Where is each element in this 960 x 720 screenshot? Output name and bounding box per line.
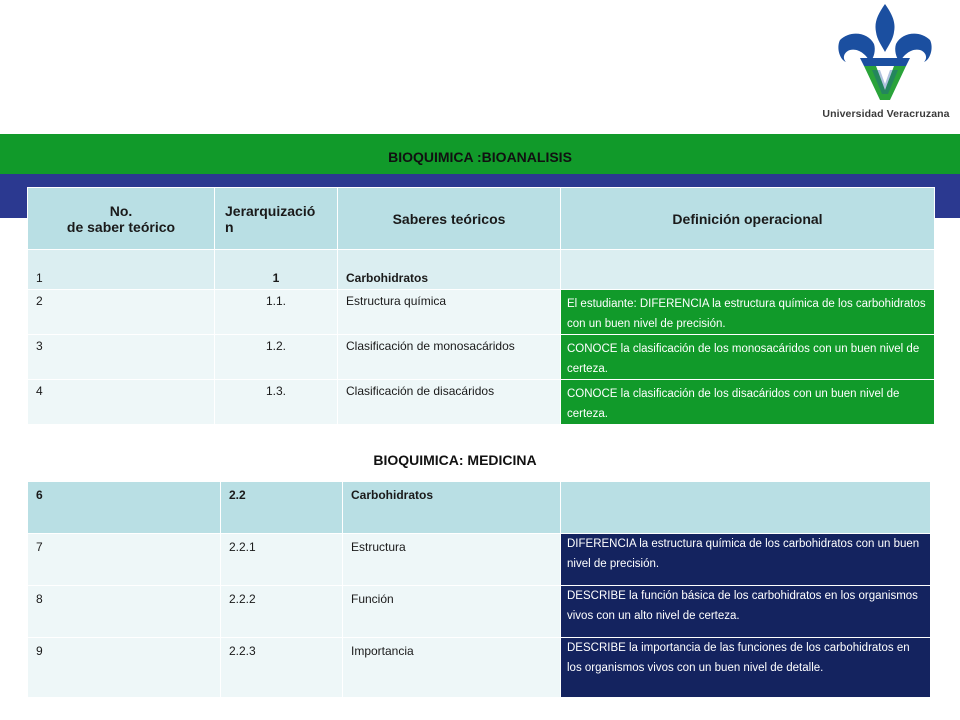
cell-jer: 2.2.3 bbox=[221, 638, 343, 698]
cell-jer: 1 bbox=[215, 250, 338, 290]
cell-def: CONOCE la clasificación de los monosacáridos con un buen nivel de certeza. bbox=[561, 335, 935, 380]
cell-no: 6 bbox=[28, 482, 221, 534]
cell-def: DESCRIBE la importancia de las funciones de los carbohidratos en los organismos vivos con un buen nivel de detalle. bbox=[561, 638, 931, 698]
header-jerarquizacion: Jerarquizació n bbox=[215, 188, 338, 250]
table-row bbox=[28, 482, 931, 534]
cell-jer: 1.3. bbox=[215, 380, 338, 425]
section2-title: BIOQUIMICA: MEDICINA bbox=[373, 452, 537, 468]
table-row bbox=[28, 534, 931, 586]
table-row bbox=[28, 335, 935, 380]
section1-title: BIOQUIMICA :BIOANALISIS bbox=[388, 149, 572, 165]
table-row bbox=[28, 638, 931, 698]
table-row bbox=[28, 290, 935, 335]
cell-jer: 2.2 bbox=[221, 482, 343, 534]
header-saberes: Saberes teóricos bbox=[338, 188, 561, 250]
cell-jer: 2.2.1 bbox=[221, 534, 343, 586]
cell-def: DESCRIBE la función básica de los carbohidratos en los organismos vivos con un alto nivel de certeza. bbox=[561, 586, 931, 638]
bioanalisis-table bbox=[27, 187, 935, 425]
cell-jer: 1.1. bbox=[215, 290, 338, 335]
cell-no: 7 bbox=[28, 534, 221, 586]
cell-def: CONOCE la clasificación de los disacáridos con un buen nivel de certeza. bbox=[561, 380, 935, 425]
cell-no: 4 bbox=[28, 380, 215, 425]
table-row bbox=[28, 380, 935, 425]
cell-saber: Estructura química bbox=[338, 290, 561, 335]
cell-saber: Clasificación de monosacáridos bbox=[338, 335, 561, 380]
cell-saber: Clasificación de disacáridos bbox=[338, 380, 561, 425]
logo-text: Universidad Veracruzana bbox=[822, 108, 950, 120]
cell-jer: 1.2. bbox=[215, 335, 338, 380]
table-row bbox=[28, 250, 935, 290]
header-no: No. de saber teórico bbox=[28, 188, 215, 250]
table-row bbox=[28, 586, 931, 638]
cell-def: DIFERENCIA la estructura química de los carbohidratos con un buen nivel de precisión. bbox=[561, 534, 931, 586]
medicina-table bbox=[27, 481, 931, 698]
cell-saber: Función bbox=[343, 586, 561, 638]
cell-saber: Carbohidratos bbox=[343, 482, 561, 534]
cell-saber: Importancia bbox=[343, 638, 561, 698]
cell-no: 9 bbox=[28, 638, 221, 698]
cell-no: 8 bbox=[28, 586, 221, 638]
cell-no: 1 bbox=[28, 250, 215, 290]
cell-no: 3 bbox=[28, 335, 215, 380]
cell-saber: Estructura bbox=[343, 534, 561, 586]
cell-saber: Carbohidratos bbox=[338, 250, 561, 290]
cell-def bbox=[561, 482, 931, 534]
cell-jer: 2.2.2 bbox=[221, 586, 343, 638]
header-definicion: Definición operacional bbox=[561, 188, 935, 250]
cell-def: El estudiante: DIFERENCIA la estructura química de los carbohidratos con un buen nivel de precisión. bbox=[561, 290, 935, 335]
table-header-row bbox=[28, 188, 935, 250]
cell-no: 2 bbox=[28, 290, 215, 335]
cell-def bbox=[561, 250, 935, 290]
